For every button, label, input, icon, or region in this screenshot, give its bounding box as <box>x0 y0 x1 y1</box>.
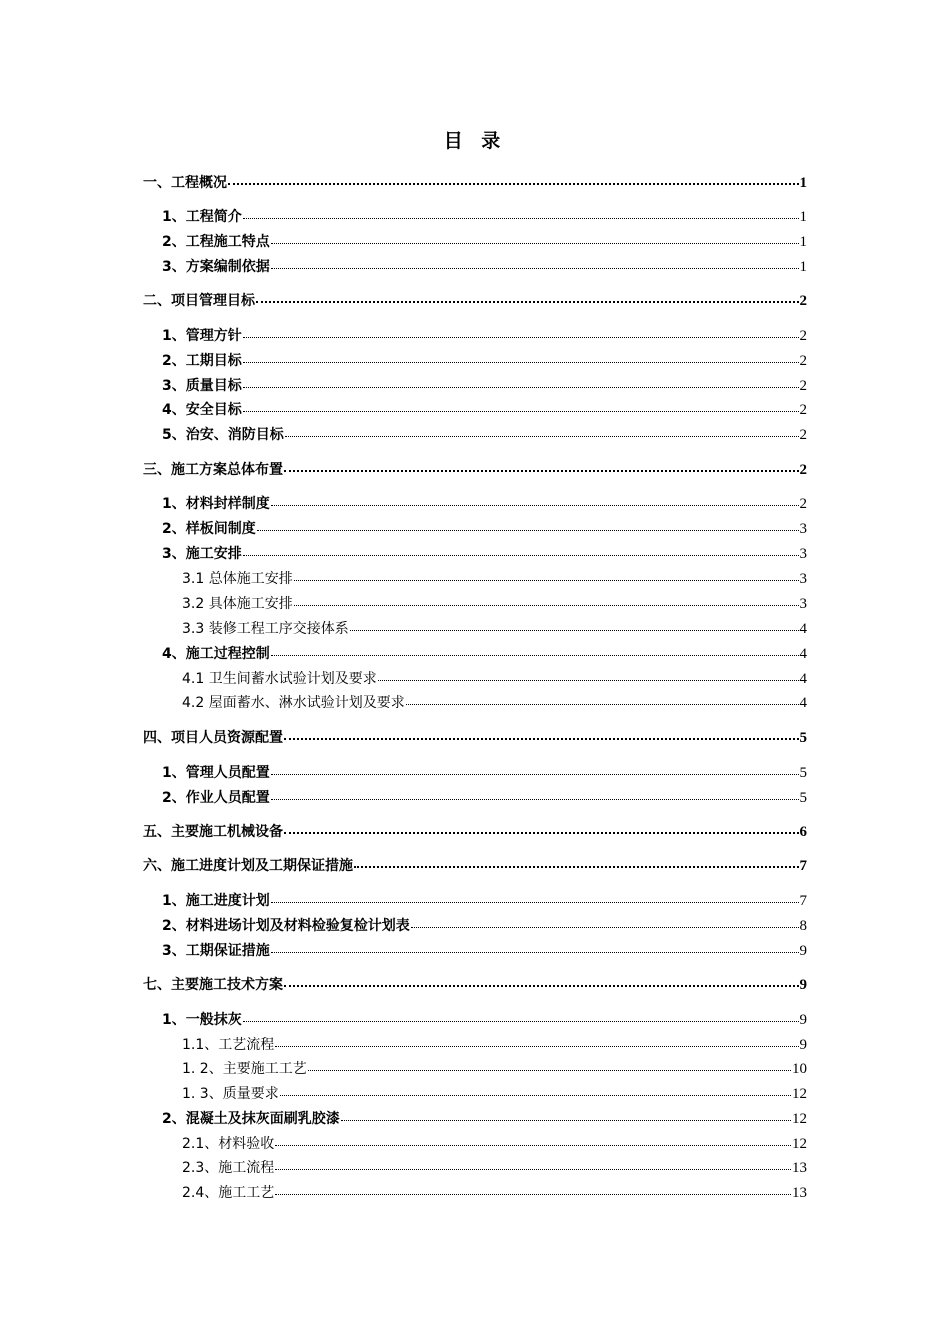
toc-entry[interactable] <box>182 568 807 590</box>
toc-entry-page-number: 12 <box>792 1136 807 1152</box>
toc-entry-page-number: 3 <box>799 546 807 562</box>
dot-leader <box>280 1095 791 1096</box>
toc-entry[interactable] <box>162 493 807 515</box>
toc-entry-page-number: 2 <box>799 496 807 512</box>
toc-entry[interactable] <box>162 375 807 397</box>
toc-entry-page-number: 4 <box>799 646 807 662</box>
toc-entry-label: 2、作业人员配置 <box>162 790 270 806</box>
toc-entry-label: 3、施工安排 <box>162 546 242 562</box>
toc-entry[interactable] <box>162 231 807 253</box>
toc-entry-page-number: 7 <box>799 893 807 909</box>
toc-entry-label: 4.2 屋面蓄水、淋水试验计划及要求 <box>182 695 405 711</box>
toc-entry[interactable] <box>162 543 807 565</box>
toc-entry-label: 4、施工过程控制 <box>162 646 270 662</box>
toc-entry-page-number: 5 <box>799 790 807 806</box>
toc-entry-label: 1、管理方针 <box>162 328 242 344</box>
dot-leader <box>350 630 799 631</box>
toc-entry[interactable] <box>182 692 807 714</box>
dot-leader <box>308 1070 791 1071</box>
toc-entry-page-number: 4 <box>799 671 807 687</box>
toc-entry-page-number: 2 <box>799 353 807 369</box>
toc-entry-label: 2、工期目标 <box>162 353 242 369</box>
toc-entry[interactable] <box>182 668 807 690</box>
toc-entry-page-number: 6 <box>799 824 807 840</box>
toc-entry-label: 4.1 卫生间蓄水试验计划及要求 <box>182 671 377 687</box>
toc-entry-page-number: 2 <box>799 328 807 344</box>
toc-entry[interactable] <box>143 821 807 843</box>
dot-leader <box>294 580 799 581</box>
toc-entry-page-number: 9 <box>799 943 807 959</box>
dot-leader <box>243 411 799 412</box>
dot-leader <box>228 183 799 185</box>
dot-leader <box>243 1021 799 1022</box>
dot-leader <box>406 704 799 705</box>
toc-entry[interactable] <box>162 206 807 228</box>
dot-leader <box>275 1194 791 1195</box>
toc-entry[interactable] <box>182 1058 807 1080</box>
toc-entry-page-number: 5 <box>799 730 807 746</box>
toc-entry[interactable] <box>182 618 807 640</box>
toc-entry-page-number: 2 <box>799 462 807 478</box>
toc-entry[interactable] <box>162 890 807 912</box>
toc-entry-label: 二、项目管理目标 <box>143 293 255 309</box>
toc-entry[interactable] <box>162 256 807 278</box>
dot-leader <box>271 774 799 775</box>
dot-leader <box>256 301 799 303</box>
dot-leader <box>257 530 799 531</box>
toc-entry-page-number: 12 <box>792 1111 807 1127</box>
dot-leader <box>271 243 799 244</box>
toc-entry-label: 1、施工进度计划 <box>162 893 270 909</box>
dot-leader <box>341 1120 791 1121</box>
dot-leader <box>271 799 799 800</box>
dot-leader <box>243 555 799 556</box>
toc-entry-page-number: 7 <box>799 858 807 874</box>
dot-leader <box>275 1145 791 1146</box>
toc-entry-label: 1. 3、质量要求 <box>182 1086 279 1102</box>
toc-entry[interactable] <box>162 325 807 347</box>
toc-entry-page-number: 2 <box>799 427 807 443</box>
toc-entry-label: 1、材料封样制度 <box>162 496 270 512</box>
toc-entry[interactable] <box>162 762 807 784</box>
dot-leader <box>275 1169 791 1170</box>
toc-entry[interactable] <box>182 1133 807 1155</box>
toc-entry-page-number: 4 <box>799 621 807 637</box>
toc-entry-label: 3、工期保证措施 <box>162 943 270 959</box>
dot-leader <box>271 655 799 656</box>
toc-entry-page-number: 9 <box>799 1037 807 1053</box>
toc-entry[interactable] <box>162 1009 807 1031</box>
toc-entry[interactable] <box>182 1034 807 1056</box>
page-title: 目 录 <box>443 130 507 152</box>
dot-leader <box>285 436 799 437</box>
dot-leader <box>284 470 799 472</box>
toc-entry-label: 一、工程概况 <box>143 175 227 191</box>
toc-entry-label: 三、施工方案总体布置 <box>143 462 283 478</box>
toc-entry[interactable] <box>162 518 807 540</box>
toc-entry-label: 4、安全目标 <box>162 402 242 418</box>
toc-entry-label: 五、主要施工机械设备 <box>143 824 283 840</box>
toc-entry-label: 2、工程施工特点 <box>162 234 270 250</box>
toc-entry-label: 1、管理人员配置 <box>162 765 270 781</box>
toc-entry-label: 1. 2、主要施工工艺 <box>182 1061 307 1077</box>
dot-leader <box>271 505 799 506</box>
toc-entry-label: 3、质量目标 <box>162 378 242 394</box>
toc-entry-label: 2、材料进场计划及材料检验复检计划表 <box>162 918 410 934</box>
toc-entry[interactable] <box>143 974 807 996</box>
toc-entry-page-number: 12 <box>792 1086 807 1102</box>
toc-entry-page-number: 3 <box>799 571 807 587</box>
toc-entry-label: 2、混凝土及抹灰面刷乳胶漆 <box>162 1111 340 1127</box>
toc-entry[interactable] <box>182 1182 807 1204</box>
toc-entry[interactable] <box>143 290 807 312</box>
toc-entry-page-number: 3 <box>799 596 807 612</box>
toc-entry[interactable] <box>162 643 807 665</box>
toc-entry-page-number: 4 <box>799 695 807 711</box>
toc-entry[interactable] <box>143 727 807 749</box>
toc-entry-label: 1、一般抹灰 <box>162 1012 242 1028</box>
dot-leader <box>243 387 799 388</box>
toc-entry[interactable] <box>162 1108 807 1130</box>
toc-entry-page-number: 1 <box>799 175 807 191</box>
toc-entry[interactable] <box>162 424 807 446</box>
toc-entry-page-number: 13 <box>792 1160 807 1176</box>
toc-entry-label: 2.1、材料验收 <box>182 1136 275 1152</box>
toc-entry-label: 四、项目人员资源配置 <box>143 730 283 746</box>
toc-entry-label: 3.3 装修工程工序交接体系 <box>182 621 349 637</box>
dot-leader <box>284 738 799 740</box>
toc-entry-label: 七、主要施工技术方案 <box>143 977 283 993</box>
toc-entry[interactable] <box>162 787 807 809</box>
toc-entry[interactable] <box>162 940 807 962</box>
toc-entry-page-number: 9 <box>799 977 807 993</box>
toc-entry-label: 2.3、施工流程 <box>182 1160 275 1176</box>
toc-entry-page-number: 5 <box>799 765 807 781</box>
toc-entry-page-number: 9 <box>799 1012 807 1028</box>
toc-entry[interactable] <box>162 350 807 372</box>
dot-leader <box>243 362 799 363</box>
dot-leader <box>284 832 799 834</box>
dot-leader <box>243 218 799 219</box>
dot-leader <box>411 927 799 928</box>
toc-entry-label: 3.2 具体施工安排 <box>182 596 293 612</box>
dot-leader <box>354 866 799 868</box>
toc-entry-page-number: 2 <box>799 293 807 309</box>
dot-leader <box>271 952 799 953</box>
toc-entry-page-number: 1 <box>799 209 807 225</box>
toc-entry-label: 2.4、施工工艺 <box>182 1185 275 1201</box>
toc-entry[interactable] <box>143 459 807 481</box>
toc-entry-label: 3、方案编制依据 <box>162 259 270 275</box>
toc-entry-label: 2、样板间制度 <box>162 521 256 537</box>
toc-entry-page-number: 13 <box>792 1185 807 1201</box>
dot-leader <box>271 902 799 903</box>
toc-entry-page-number: 2 <box>799 402 807 418</box>
dot-leader <box>284 985 799 987</box>
dot-leader <box>243 337 799 338</box>
toc-entry-label: 3.1 总体施工安排 <box>182 571 293 587</box>
dot-leader <box>378 680 799 681</box>
toc-entry-label: 六、施工进度计划及工期保证措施 <box>143 858 353 874</box>
toc-entry-page-number: 1 <box>799 259 807 275</box>
dot-leader <box>275 1046 798 1047</box>
toc-entry[interactable] <box>162 399 807 421</box>
toc-entry-page-number: 1 <box>799 234 807 250</box>
toc-entry-label: 5、治安、消防目标 <box>162 427 284 443</box>
toc-entry-page-number: 8 <box>799 918 807 934</box>
toc-entry-page-number: 2 <box>799 378 807 394</box>
dot-leader <box>271 268 799 269</box>
toc-entry[interactable] <box>143 172 807 194</box>
toc-entry-page-number: 10 <box>792 1061 807 1077</box>
dot-leader <box>294 605 799 606</box>
toc-entry[interactable] <box>162 915 807 937</box>
toc-entry[interactable] <box>182 1157 807 1179</box>
toc-entry[interactable] <box>143 855 807 877</box>
toc-entry-label: 1.1、工艺流程 <box>182 1037 275 1053</box>
toc-entry[interactable] <box>182 593 807 615</box>
toc-entry-label: 1、工程简介 <box>162 209 242 225</box>
toc-entry[interactable] <box>182 1083 807 1105</box>
toc-entry-page-number: 3 <box>799 521 807 537</box>
